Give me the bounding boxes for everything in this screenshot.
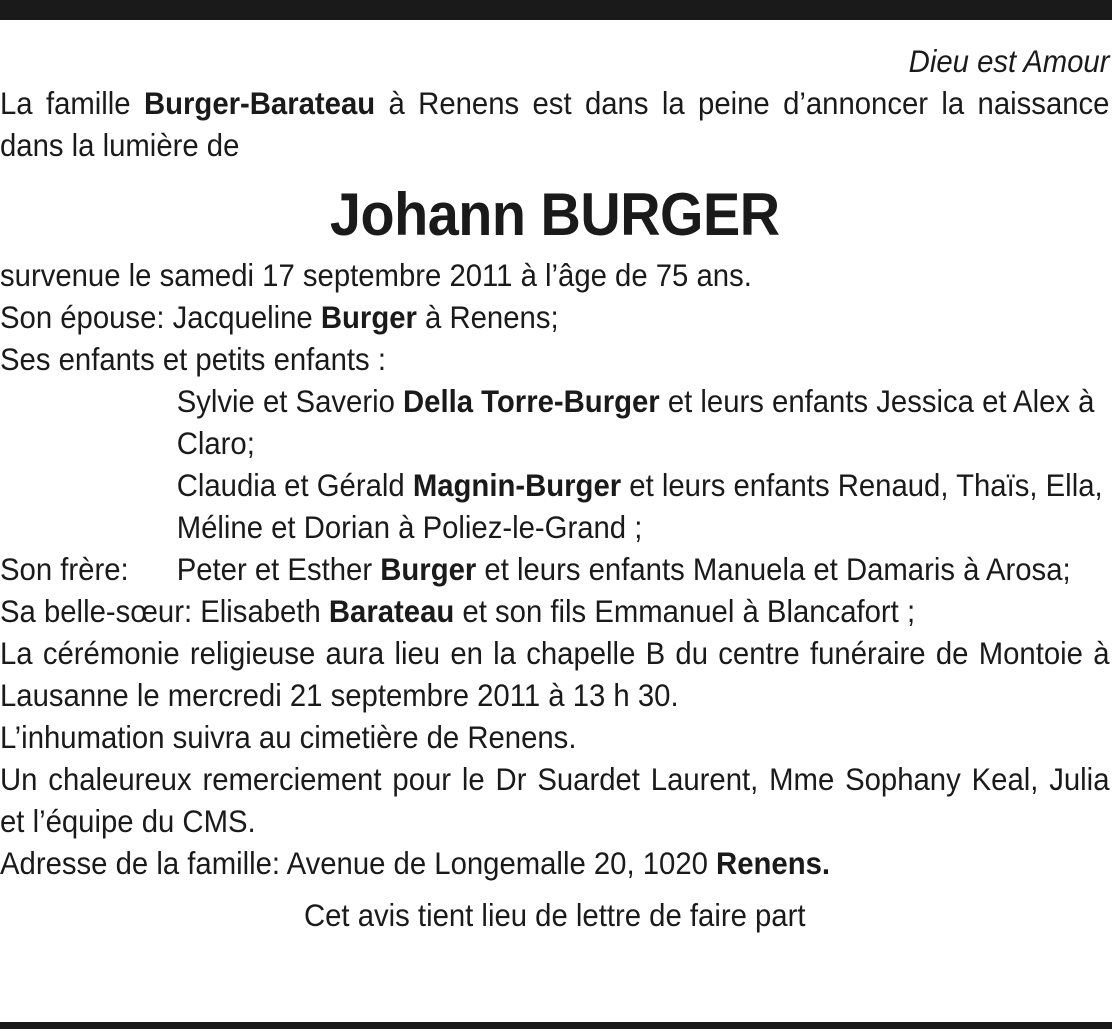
child-post: et leurs enfants Jessica et Alex à Claro; <box>176 383 1095 461</box>
death-line: survenue le samedi 17 septembre 2011 à l’âge de 75 ans. <box>0 257 752 293</box>
sister-in-law-surname: Barateau <box>328 593 455 629</box>
brother-label: Son frère: <box>0 551 129 587</box>
brother-post: et leurs enfants Manuela et Damaris à Arosa; <box>476 551 1071 587</box>
sister-in-law-pre: Sa belle-sœur: Elisabeth <box>0 593 329 629</box>
thanks-paragraph: Un chaleureux remerciement pour le Dr Suardet Laurent, Mme Sophany Keal, Julia et l’équipe du CMS. <box>0 761 1110 839</box>
sister-in-law-post: et son fils Emmanuel à Blancafort ; <box>454 593 916 629</box>
spouse-line <box>0 296 1109 338</box>
child-surname: Magnin-Burger <box>412 467 622 503</box>
child-pre: Sylvie et Saverio <box>176 383 404 419</box>
child-surname: Della Torre-Burger <box>403 383 660 419</box>
motto: Dieu est Amour <box>908 43 1110 79</box>
footer-note: Cet avis tient lieu de lettre de faire part <box>303 897 806 933</box>
bottom-rule <box>0 1022 1112 1029</box>
intro-paragraph <box>0 82 1109 166</box>
child-entry <box>0 464 1109 548</box>
brother-text <box>177 548 1110 590</box>
deceased-name: Johann BURGER <box>329 181 780 248</box>
spouse-post: à Renens; <box>416 299 559 335</box>
burial-line: L’inhumation suivra au cimetière de Renens. <box>0 719 577 755</box>
obituary-notice <box>0 40 1109 936</box>
family-name: Burger-Barateau <box>143 85 376 121</box>
spouse-surname: Burger <box>320 299 417 335</box>
sister-in-law-line <box>0 590 1109 632</box>
child-post: et leurs enfants Renaud, Thaïs, Ella, Méline et Dorian à Poliez-le-Grand ; <box>176 467 1103 545</box>
child-entry <box>0 380 1109 464</box>
top-rule <box>0 0 1112 20</box>
intro-pre: La famille <box>0 85 144 121</box>
child-pre: Claudia et Gérald <box>176 467 413 503</box>
children-heading: Ses enfants et petits enfants : <box>0 341 386 377</box>
brother-line <box>0 548 1109 590</box>
brother-pre: Peter et Esther <box>176 551 381 587</box>
intro-post: à Renens est dans la peine d’annoncer la naissance dans la lumière de <box>0 85 1110 163</box>
brother-surname: Burger <box>380 551 477 587</box>
spouse-pre: Son épouse: Jacqueline <box>0 299 321 335</box>
ceremony-paragraph: La cérémonie religieuse aura lieu en la chapelle B du centre funéraire de Montoie à Lausanne le mercredi 21 septembre 2011 à 13 h 30. <box>0 635 1110 713</box>
address-city: Renens. <box>716 845 831 881</box>
address-pre: Adresse de la famille: Avenue de Longemalle 20, 1020 <box>0 845 717 881</box>
address-line <box>0 842 1109 884</box>
